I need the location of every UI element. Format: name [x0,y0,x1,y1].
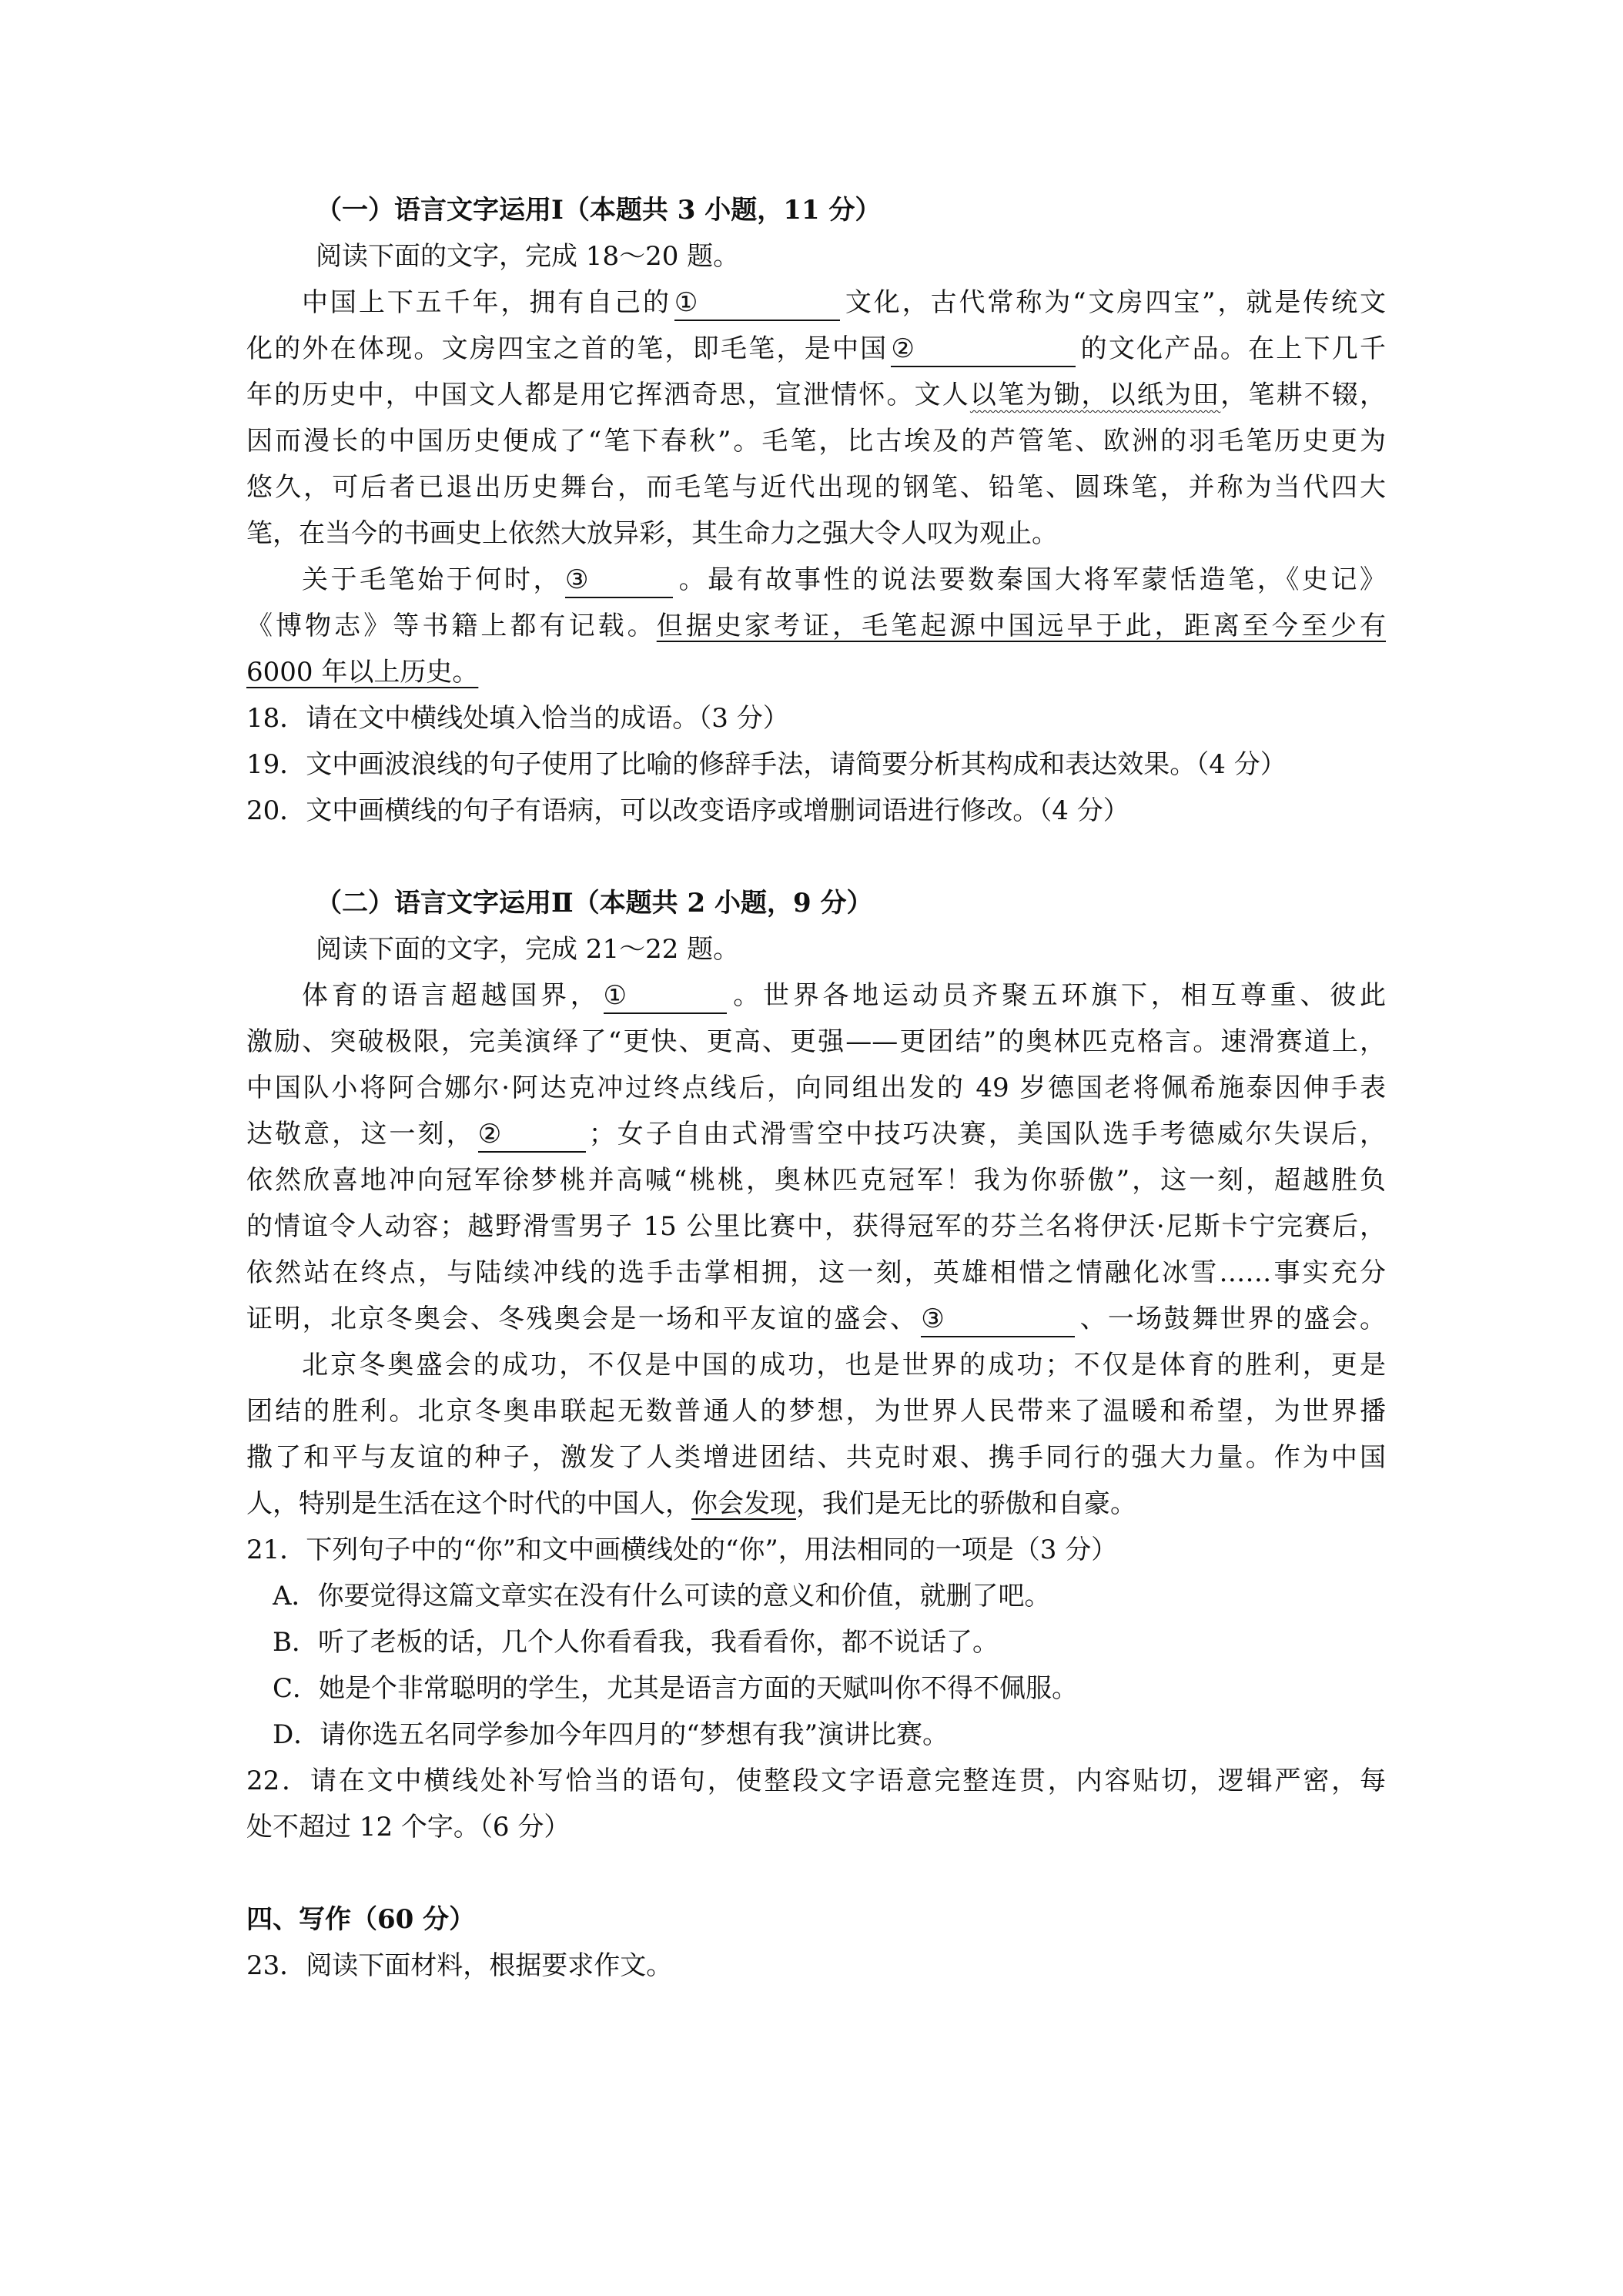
s2-p1-line8: 证明，北京冬奥会、冬残奥会是一场和平友谊的盛会、 ③ 、一场鼓舞世界的盛会。 [246,1296,1386,1342]
blank-3: ③ [565,563,673,598]
option-b: B．听了老板的话，几个人你看看我，我看看你，都不说话了。 [273,1627,999,1658]
blank-1: ① [674,286,840,321]
question-22: 22．请在文中横线处补写恰当的语句，使整段文字语意完整连贯，内容贴切，逻辑严密，每 [246,1766,1386,1796]
s2-p1-line6: 的情谊令人动容；越野滑雪男子 15 公里比赛中，获得冠军的芬兰名将伊沃·尼斯卡宁完赛后， [246,1211,1386,1242]
section2-instruction: 阅读下面的文字，完成 21～22 题。 [316,934,740,965]
s2-p2-line3: 撒了和平与友谊的种子，激发了人类增进团结、共克时艰、携手同行的强大力量。作为中国 [246,1442,1386,1473]
s2-p1-line5: 依然欣喜地冲向冠军徐梦桃并高喊“桃桃，奥林匹克冠军！我为你骄傲”，这一刻，超越胜负 [246,1165,1386,1196]
section3-heading: 四、写作（60 分） [246,1904,476,1935]
s2-p2-line4: 人，特别是生活在这个时代的中国人，你会发现，我们是无比的骄傲和自豪。 [246,1488,1136,1519]
option-c: C．她是个非常聪明的学生，尤其是语言方面的天赋叫你不得不佩服。 [273,1673,1079,1704]
blank-1: ① [604,979,727,1014]
blank-2: ② [891,332,1076,367]
s2-p1-line4: 达敬意，这一刻， ② ；女子自由式滑雪空中技巧决赛，美国队选手考德威尔失误后， [246,1111,1386,1157]
blank-2: ② [478,1117,586,1153]
s1-p1-line4: 因而漫长的中国历史便成了“笔下春秋”。毛笔，比古埃及的芦管笔、欧洲的羽毛笔历史更为 [246,426,1386,457]
s2-p1-line1: 体育的语言超越国界， ① 。世界各地运动员齐聚五环旗下，相互尊重、彼此 [302,972,1386,1019]
s1-p2-line3 [246,649,1386,695]
underlined-sentence: 但据史家考证，毛笔起源中国远早于此，距离至今至少有 [656,611,1386,641]
s2-p1-line3: 中国队小将阿合娜尔·阿达克冲过终点线后，向同组出发的 49 岁德国老将佩希施泰因伸手表 [246,1073,1386,1103]
s2-p1-line2: 激励、突破极限，完美演绎了“更快、更高、更强——更团结”的奥林匹克格言。速滑赛道上， [246,1026,1386,1057]
s1-p1-line1: 中国上下五千年，拥有自己的 ① 文化，古代常称为“文房四宝”，就是传统文 [302,279,1386,326]
s2-p2-line2: 团结的胜利。北京冬奥串联起无数普通人的梦想，为世界人民带来了温暖和希望，为世界播 [246,1396,1386,1427]
s1-p1-line6: 笔，在当今的书画史上依然大放异彩，其生命力之强大令人叹为观止。 [246,518,1058,549]
question-22-cont: 处不超过 12 个字。（6 分） [246,1812,571,1842]
s2-p1-line7: 依然站在终点，与陆续冲线的选手击掌相拥，这一刻，英雄相惜之情融化冰雪……事实充分 [246,1257,1386,1288]
s1-p2-line1: 关于毛笔始于何时， ③ 。最有故事性的说法要数秦国大将军蒙恬造笔，《史记》 [302,557,1386,603]
s1-p1-line3: 年的历史中，中国文人都是用它挥洒奇思，宣泄情怀。文人以笔为锄，以纸为田，笔耕不辍， [246,380,1386,410]
blank-3: ③ [921,1302,1075,1337]
question-23: 23．阅读下面材料，根据要求作文。 [246,1950,673,1981]
underlined-phrase: 你会发现 [691,1488,796,1519]
section2-heading: （二）语言文字运用Ⅱ（本题共 2 小题，9 分） [316,888,873,919]
option-d: D．请你选五名同学参加今年四月的“梦想有我”演讲比赛。 [273,1719,949,1750]
underlined-sentence-cont: 6000 年以上历史。 [246,657,479,688]
s1-p1-line2: 化的外在体现。文房四宝之首的笔，即毛笔，是中国 ② 的文化产品。在上下几千 [246,326,1386,372]
wavy-underlined-sentence: 以笔为锄，以纸为田 [969,380,1221,410]
question-18: 18．请在文中横线处填入恰当的成语。（3 分） [246,703,789,734]
question-19: 19．文中画波浪线的句子使用了比喻的修辞手法，请简要分析其构成和表达效果。（4 分） [246,749,1287,780]
section1-instruction: 阅读下面的文字，完成 18～20 题。 [316,241,740,272]
question-21: 21．下列句子中的“你”和文中画横线处的“你”，用法相同的一项是（3 分） [246,1535,1118,1565]
section1-heading: （一）语言文字运用Ⅰ（本题共 3 小题，11 分） [316,195,882,226]
option-a: A．你要觉得这篇文章实在没有什么可读的意义和价值，就删了吧。 [273,1581,1051,1612]
question-20: 20．文中画横线的句子有语病，可以改变语序或增删词语进行修改。（4 分） [246,795,1129,826]
s1-p1-line5: 悠久，可后者已退出历史舞台，而毛笔与近代出现的钢笔、铅笔、圆珠笔，并称为当代四大 [246,472,1386,503]
s1-p2-line2: 《博物志》等书籍上都有记载。但据史家考证，毛笔起源中国远早于此，距离至今至少有 [246,611,1386,641]
s2-p2-line1: 北京冬奥盛会的成功，不仅是中国的成功，也是世界的成功；不仅是体育的胜利，更是 [302,1350,1386,1381]
